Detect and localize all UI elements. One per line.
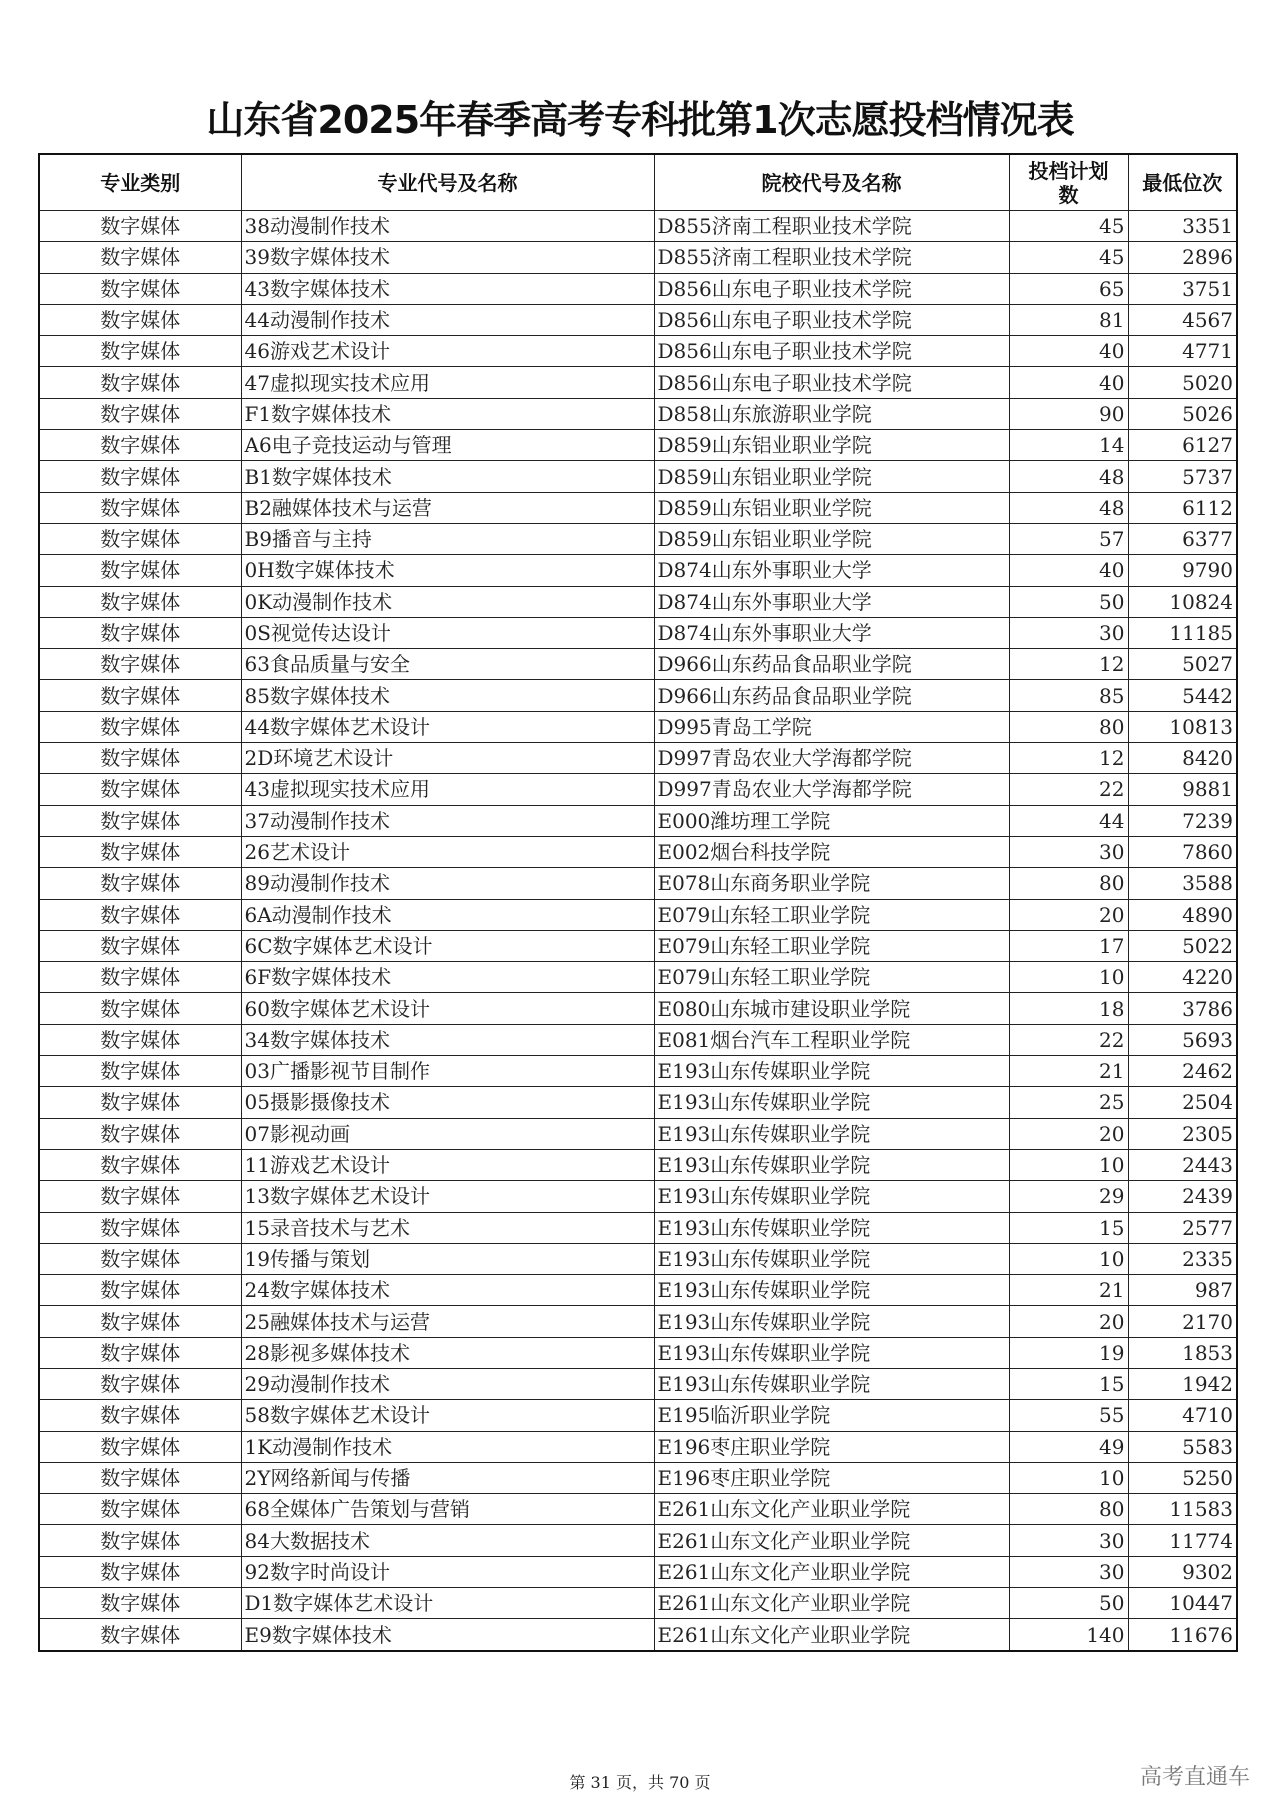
- table-row: [39, 1275, 1237, 1306]
- cell-rank: 5583: [1128, 1431, 1237, 1462]
- table-row: [39, 1118, 1237, 1149]
- cell-major: 43虚拟现实技术应用: [241, 774, 654, 805]
- table-row: [39, 649, 1237, 680]
- table-row: [39, 273, 1237, 304]
- cell-category: 数字媒体: [39, 1525, 241, 1556]
- cell-school: E196枣庄职业学院: [654, 1462, 1009, 1493]
- table-body: [39, 211, 1237, 1651]
- cell-rank: 2462: [1128, 1056, 1237, 1087]
- table-row: [39, 1212, 1237, 1243]
- cell-plan: 15: [1009, 1368, 1128, 1399]
- cell-rank: 1942: [1128, 1368, 1237, 1399]
- cell-school: E193山东传媒职业学院: [654, 1275, 1009, 1306]
- cell-school: E193山东传媒职业学院: [654, 1056, 1009, 1087]
- cell-school: D859山东铝业职业学院: [654, 430, 1009, 461]
- cell-category: 数字媒体: [39, 1087, 241, 1118]
- cell-major: B2融媒体技术与运营: [241, 492, 654, 523]
- cell-major: 44动漫制作技术: [241, 304, 654, 335]
- cell-category: 数字媒体: [39, 1181, 241, 1212]
- cell-rank: 11583: [1128, 1494, 1237, 1525]
- cell-plan: 49: [1009, 1431, 1128, 1462]
- cell-plan: 19: [1009, 1337, 1128, 1368]
- cell-plan: 15: [1009, 1212, 1128, 1243]
- cell-plan: 12: [1009, 743, 1128, 774]
- watermark: 高考直通车: [1140, 1765, 1251, 1790]
- cell-category: 数字媒体: [39, 1588, 241, 1619]
- cell-plan: 65: [1009, 273, 1128, 304]
- cell-category: 数字媒体: [39, 1056, 241, 1087]
- cell-rank: 4710: [1128, 1400, 1237, 1431]
- cell-major: 19传播与策划: [241, 1243, 654, 1274]
- cell-school: E193山东传媒职业学院: [654, 1243, 1009, 1274]
- header-school: 院校代号及名称: [654, 154, 1009, 211]
- cell-major: 92数字时尚设计: [241, 1556, 654, 1587]
- cell-category: 数字媒体: [39, 1619, 241, 1651]
- table-row: [39, 336, 1237, 367]
- cell-category: 数字媒体: [39, 930, 241, 961]
- cell-plan: 22: [1009, 774, 1128, 805]
- cell-plan: 45: [1009, 211, 1128, 242]
- cell-school: D856山东电子职业技术学院: [654, 367, 1009, 398]
- cell-school: D855济南工程职业技术学院: [654, 211, 1009, 242]
- cell-school: E261山东文化产业职业学院: [654, 1525, 1009, 1556]
- table-header-row: [39, 154, 1237, 211]
- cell-plan: 30: [1009, 1556, 1128, 1587]
- cell-major: 38动漫制作技术: [241, 211, 654, 242]
- cell-category: 数字媒体: [39, 1149, 241, 1180]
- cell-major: 85数字媒体技术: [241, 680, 654, 711]
- cell-school: E193山东传媒职业学院: [654, 1337, 1009, 1368]
- cell-major: F1数字媒体技术: [241, 398, 654, 429]
- table-row: [39, 1368, 1237, 1399]
- cell-school: E261山东文化产业职业学院: [654, 1494, 1009, 1525]
- cell-plan: 55: [1009, 1400, 1128, 1431]
- cell-major: 84大数据技术: [241, 1525, 654, 1556]
- cell-school: D997青岛农业大学海都学院: [654, 774, 1009, 805]
- cell-rank: 2335: [1128, 1243, 1237, 1274]
- cell-rank: 2170: [1128, 1306, 1237, 1337]
- cell-rank: 5020: [1128, 367, 1237, 398]
- cell-category: 数字媒体: [39, 1368, 241, 1399]
- cell-category: 数字媒体: [39, 899, 241, 930]
- header-plan-line2: 数: [1058, 182, 1079, 207]
- header-category: 专业类别: [39, 154, 241, 211]
- cell-rank: 9881: [1128, 774, 1237, 805]
- cell-category: 数字媒体: [39, 1494, 241, 1525]
- table-row: [39, 617, 1237, 648]
- cell-category: 数字媒体: [39, 1243, 241, 1274]
- cell-school: E081烟台汽车工程职业学院: [654, 1024, 1009, 1055]
- cell-rank: 3751: [1128, 273, 1237, 304]
- cell-plan: 10: [1009, 1243, 1128, 1274]
- cell-rank: 5737: [1128, 461, 1237, 492]
- cell-school: E193山东传媒职业学院: [654, 1149, 1009, 1180]
- cell-plan: 80: [1009, 1494, 1128, 1525]
- cell-school: E261山东文化产业职业学院: [654, 1588, 1009, 1619]
- cell-major: 26艺术设计: [241, 836, 654, 867]
- cell-rank: 2896: [1128, 242, 1237, 273]
- cell-school: D874山东外事职业大学: [654, 555, 1009, 586]
- cell-school: E078山东商务职业学院: [654, 868, 1009, 899]
- cell-plan: 140: [1009, 1619, 1128, 1651]
- cell-major: 37动漫制作技术: [241, 805, 654, 836]
- cell-rank: 6127: [1128, 430, 1237, 461]
- cell-category: 数字媒体: [39, 211, 241, 242]
- cell-category: 数字媒体: [39, 649, 241, 680]
- cell-category: 数字媒体: [39, 868, 241, 899]
- cell-rank: 4220: [1128, 962, 1237, 993]
- cell-plan: 20: [1009, 1306, 1128, 1337]
- cell-rank: 9302: [1128, 1556, 1237, 1587]
- cell-rank: 6112: [1128, 492, 1237, 523]
- cell-rank: 5022: [1128, 930, 1237, 961]
- cell-major: 13数字媒体艺术设计: [241, 1181, 654, 1212]
- cell-rank: 5442: [1128, 680, 1237, 711]
- cell-major: 05摄影摄像技术: [241, 1087, 654, 1118]
- cell-school: E079山东轻工职业学院: [654, 962, 1009, 993]
- cell-category: 数字媒体: [39, 430, 241, 461]
- cell-rank: 11774: [1128, 1525, 1237, 1556]
- table-row: [39, 711, 1237, 742]
- cell-rank: 2443: [1128, 1149, 1237, 1180]
- cell-plan: 48: [1009, 461, 1128, 492]
- cell-category: 数字媒体: [39, 461, 241, 492]
- table-row: [39, 868, 1237, 899]
- cell-category: 数字媒体: [39, 336, 241, 367]
- cell-major: A6电子竞技运动与管理: [241, 430, 654, 461]
- cell-major: E9数字媒体技术: [241, 1619, 654, 1651]
- cell-major: 68全媒体广告策划与营销: [241, 1494, 654, 1525]
- cell-major: 0H数字媒体技术: [241, 555, 654, 586]
- table-row: [39, 1588, 1237, 1619]
- header-plan-line1: 投档计划: [1028, 158, 1109, 183]
- cell-major: 15录音技术与艺术: [241, 1212, 654, 1243]
- cell-major: 39数字媒体技术: [241, 242, 654, 273]
- cell-plan: 20: [1009, 899, 1128, 930]
- table-row: [39, 962, 1237, 993]
- cell-major: 11游戏艺术设计: [241, 1149, 654, 1180]
- table-row: [39, 523, 1237, 554]
- table-row: [39, 1556, 1237, 1587]
- cell-plan: 12: [1009, 649, 1128, 680]
- cell-school: D966山东药品食品职业学院: [654, 649, 1009, 680]
- cell-major: 24数字媒体技术: [241, 1275, 654, 1306]
- cell-school: D855济南工程职业技术学院: [654, 242, 1009, 273]
- cell-plan: 50: [1009, 586, 1128, 617]
- table-row: [39, 805, 1237, 836]
- cell-major: 2D环境艺术设计: [241, 743, 654, 774]
- table-row: [39, 1400, 1237, 1431]
- cell-school: D856山东电子职业技术学院: [654, 273, 1009, 304]
- cell-school: D966山东药品食品职业学院: [654, 680, 1009, 711]
- cell-category: 数字媒体: [39, 555, 241, 586]
- cell-major: B1数字媒体技术: [241, 461, 654, 492]
- admission-table: [38, 153, 1238, 1652]
- cell-rank: 3786: [1128, 993, 1237, 1024]
- cell-major: 0K动漫制作技术: [241, 586, 654, 617]
- cell-major: 89动漫制作技术: [241, 868, 654, 899]
- cell-major: 6F数字媒体技术: [241, 962, 654, 993]
- table-row: [39, 1181, 1237, 1212]
- cell-rank: 1853: [1128, 1337, 1237, 1368]
- cell-plan: 81: [1009, 304, 1128, 335]
- cell-category: 数字媒体: [39, 1118, 241, 1149]
- cell-school: D874山东外事职业大学: [654, 617, 1009, 648]
- cell-category: 数字媒体: [39, 492, 241, 523]
- cell-rank: 5693: [1128, 1024, 1237, 1055]
- cell-category: 数字媒体: [39, 1306, 241, 1337]
- table-row: [39, 774, 1237, 805]
- cell-category: 数字媒体: [39, 962, 241, 993]
- cell-plan: 25: [1009, 1087, 1128, 1118]
- cell-category: 数字媒体: [39, 367, 241, 398]
- page-number: 第 31 页，共 70 页: [569, 1773, 711, 1792]
- cell-rank: 4771: [1128, 336, 1237, 367]
- cell-school: D995青岛工学院: [654, 711, 1009, 742]
- cell-plan: 48: [1009, 492, 1128, 523]
- cell-rank: 7860: [1128, 836, 1237, 867]
- cell-school: E079山东轻工职业学院: [654, 930, 1009, 961]
- cell-major: 03广播影视节目制作: [241, 1056, 654, 1087]
- table-row: [39, 367, 1237, 398]
- cell-plan: 80: [1009, 711, 1128, 742]
- cell-category: 数字媒体: [39, 1337, 241, 1368]
- table-row: [39, 1149, 1237, 1180]
- table-row: [39, 1056, 1237, 1087]
- cell-plan: 22: [1009, 1024, 1128, 1055]
- table-row: [39, 398, 1237, 429]
- cell-plan: 85: [1009, 680, 1128, 711]
- table-row: [39, 492, 1237, 523]
- cell-rank: 2439: [1128, 1181, 1237, 1212]
- cell-school: E080山东城市建设职业学院: [654, 993, 1009, 1024]
- cell-plan: 21: [1009, 1056, 1128, 1087]
- cell-plan: 20: [1009, 1118, 1128, 1149]
- table-row: [39, 743, 1237, 774]
- table-row: [39, 993, 1237, 1024]
- cell-school: E079山东轻工职业学院: [654, 899, 1009, 930]
- cell-category: 数字媒体: [39, 273, 241, 304]
- cell-rank: 7239: [1128, 805, 1237, 836]
- cell-rank: 5027: [1128, 649, 1237, 680]
- cell-plan: 17: [1009, 930, 1128, 961]
- cell-major: 46游戏艺术设计: [241, 336, 654, 367]
- cell-rank: 5250: [1128, 1462, 1237, 1493]
- cell-plan: 57: [1009, 523, 1128, 554]
- cell-category: 数字媒体: [39, 1212, 241, 1243]
- cell-major: 34数字媒体技术: [241, 1024, 654, 1055]
- cell-major: 28影视多媒体技术: [241, 1337, 654, 1368]
- cell-category: 数字媒体: [39, 774, 241, 805]
- cell-school: E193山东传媒职业学院: [654, 1306, 1009, 1337]
- table-row: [39, 899, 1237, 930]
- cell-plan: 10: [1009, 962, 1128, 993]
- cell-major: D1数字媒体艺术设计: [241, 1588, 654, 1619]
- cell-rank: 10813: [1128, 711, 1237, 742]
- cell-rank: 3588: [1128, 868, 1237, 899]
- cell-major: 25融媒体技术与运营: [241, 1306, 654, 1337]
- cell-major: 63食品质量与安全: [241, 649, 654, 680]
- cell-plan: 90: [1009, 398, 1128, 429]
- cell-plan: 44: [1009, 805, 1128, 836]
- cell-school: E196枣庄职业学院: [654, 1431, 1009, 1462]
- table-row: [39, 1243, 1237, 1274]
- table-row: [39, 1494, 1237, 1525]
- cell-plan: 45: [1009, 242, 1128, 273]
- cell-major: 2Y网络新闻与传播: [241, 1462, 654, 1493]
- table-row: [39, 1462, 1237, 1493]
- cell-major: 0S视觉传达设计: [241, 617, 654, 648]
- cell-school: E193山东传媒职业学院: [654, 1368, 1009, 1399]
- cell-major: 29动漫制作技术: [241, 1368, 654, 1399]
- cell-major: 6A动漫制作技术: [241, 899, 654, 930]
- cell-plan: 14: [1009, 430, 1128, 461]
- cell-category: 数字媒体: [39, 680, 241, 711]
- cell-rank: 2504: [1128, 1087, 1237, 1118]
- cell-rank: 2305: [1128, 1118, 1237, 1149]
- cell-rank: 987: [1128, 1275, 1237, 1306]
- cell-rank: 4890: [1128, 899, 1237, 930]
- cell-plan: 10: [1009, 1149, 1128, 1180]
- cell-plan: 18: [1009, 993, 1128, 1024]
- cell-plan: 80: [1009, 868, 1128, 899]
- cell-major: 43数字媒体技术: [241, 273, 654, 304]
- table-row: [39, 1024, 1237, 1055]
- cell-plan: 30: [1009, 836, 1128, 867]
- cell-major: B9播音与主持: [241, 523, 654, 554]
- cell-school: E000潍坊理工学院: [654, 805, 1009, 836]
- cell-school: D859山东铝业职业学院: [654, 492, 1009, 523]
- cell-major: 44数字媒体艺术设计: [241, 711, 654, 742]
- cell-category: 数字媒体: [39, 836, 241, 867]
- cell-school: E193山东传媒职业学院: [654, 1212, 1009, 1243]
- header-major: 专业代号及名称: [241, 154, 654, 211]
- cell-plan: 30: [1009, 1525, 1128, 1556]
- cell-rank: 9790: [1128, 555, 1237, 586]
- cell-school: D859山东铝业职业学院: [654, 523, 1009, 554]
- table-row: [39, 461, 1237, 492]
- page-title: 山东省2025年春季高考专科批第1次志愿投档情况表: [206, 98, 1074, 142]
- cell-category: 数字媒体: [39, 743, 241, 774]
- cell-rank: 6377: [1128, 523, 1237, 554]
- cell-school: D856山东电子职业技术学院: [654, 336, 1009, 367]
- table-row: [39, 1087, 1237, 1118]
- cell-plan: 30: [1009, 617, 1128, 648]
- cell-school: E195临沂职业学院: [654, 1400, 1009, 1431]
- cell-plan: 50: [1009, 1588, 1128, 1619]
- cell-school: E261山东文化产业职业学院: [654, 1619, 1009, 1651]
- cell-category: 数字媒体: [39, 304, 241, 335]
- cell-school: D859山东铝业职业学院: [654, 461, 1009, 492]
- table-row: [39, 836, 1237, 867]
- cell-category: 数字媒体: [39, 398, 241, 429]
- cell-school: D856山东电子职业技术学院: [654, 304, 1009, 335]
- table-row: [39, 304, 1237, 335]
- cell-major: 47虚拟现实技术应用: [241, 367, 654, 398]
- cell-rank: 10824: [1128, 586, 1237, 617]
- cell-rank: 4567: [1128, 304, 1237, 335]
- table-row: [39, 430, 1237, 461]
- cell-category: 数字媒体: [39, 1431, 241, 1462]
- header-plan: [1009, 154, 1128, 211]
- table-row: [39, 586, 1237, 617]
- table-row: [39, 680, 1237, 711]
- cell-category: 数字媒体: [39, 1400, 241, 1431]
- table-row: [39, 930, 1237, 961]
- cell-plan: 10: [1009, 1462, 1128, 1493]
- cell-plan: 29: [1009, 1181, 1128, 1212]
- cell-category: 数字媒体: [39, 523, 241, 554]
- cell-school: E261山东文化产业职业学院: [654, 1556, 1009, 1587]
- table-row: [39, 1619, 1237, 1651]
- cell-rank: 11676: [1128, 1619, 1237, 1651]
- cell-category: 数字媒体: [39, 711, 241, 742]
- cell-major: 60数字媒体艺术设计: [241, 993, 654, 1024]
- cell-rank: 10447: [1128, 1588, 1237, 1619]
- cell-major: 58数字媒体艺术设计: [241, 1400, 654, 1431]
- cell-category: 数字媒体: [39, 1462, 241, 1493]
- cell-major: 6C数字媒体艺术设计: [241, 930, 654, 961]
- cell-school: E002烟台科技学院: [654, 836, 1009, 867]
- cell-major: 07影视动画: [241, 1118, 654, 1149]
- cell-rank: 8420: [1128, 743, 1237, 774]
- cell-plan: 40: [1009, 367, 1128, 398]
- table-row: [39, 1306, 1237, 1337]
- cell-plan: 21: [1009, 1275, 1128, 1306]
- cell-category: 数字媒体: [39, 1024, 241, 1055]
- cell-category: 数字媒体: [39, 805, 241, 836]
- cell-category: 数字媒体: [39, 1556, 241, 1587]
- cell-category: 数字媒体: [39, 617, 241, 648]
- table-row: [39, 242, 1237, 273]
- cell-major: 1K动漫制作技术: [241, 1431, 654, 1462]
- cell-plan: 40: [1009, 336, 1128, 367]
- cell-category: 数字媒体: [39, 993, 241, 1024]
- cell-school: E193山东传媒职业学院: [654, 1087, 1009, 1118]
- cell-plan: 40: [1009, 555, 1128, 586]
- cell-rank: 2577: [1128, 1212, 1237, 1243]
- cell-rank: 11185: [1128, 617, 1237, 648]
- cell-school: D997青岛农业大学海都学院: [654, 743, 1009, 774]
- table-row: [39, 555, 1237, 586]
- table-row: [39, 211, 1237, 242]
- cell-rank: 5026: [1128, 398, 1237, 429]
- cell-category: 数字媒体: [39, 242, 241, 273]
- header-rank: 最低位次: [1128, 154, 1237, 211]
- cell-category: 数字媒体: [39, 1275, 241, 1306]
- table-row: [39, 1431, 1237, 1462]
- cell-school: D858山东旅游职业学院: [654, 398, 1009, 429]
- table-row: [39, 1525, 1237, 1556]
- cell-category: 数字媒体: [39, 586, 241, 617]
- table-row: [39, 1337, 1237, 1368]
- cell-school: E193山东传媒职业学院: [654, 1181, 1009, 1212]
- cell-rank: 3351: [1128, 211, 1237, 242]
- cell-school: E193山东传媒职业学院: [654, 1118, 1009, 1149]
- cell-school: D874山东外事职业大学: [654, 586, 1009, 617]
